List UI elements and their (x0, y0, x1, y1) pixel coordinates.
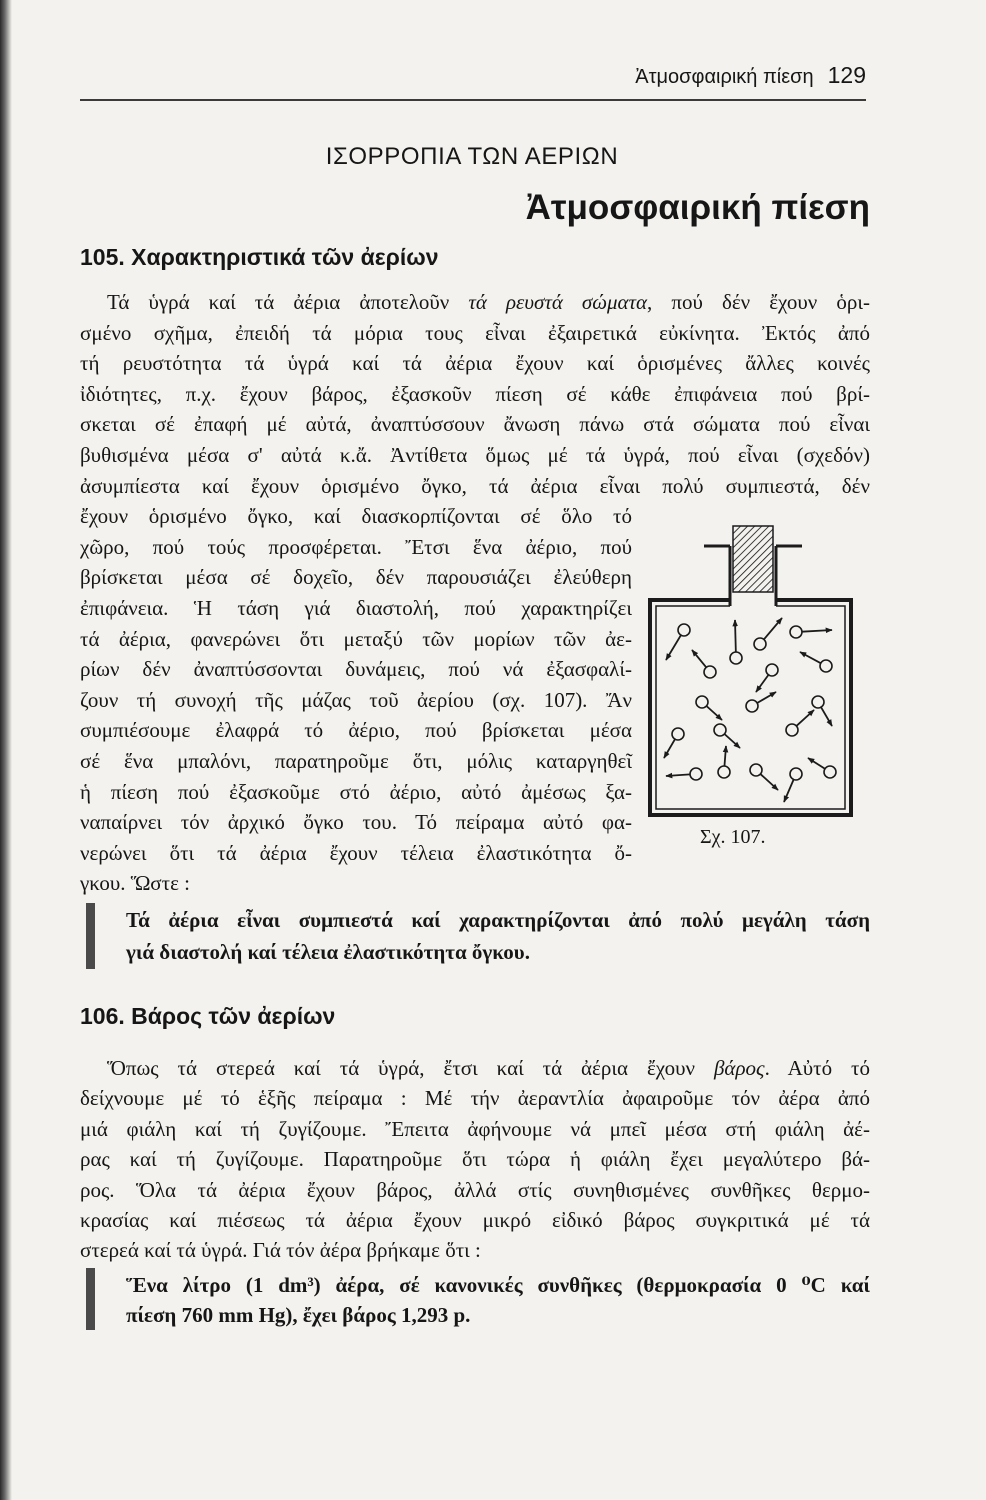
text-line (80, 409, 870, 440)
rule-box-105 (126, 904, 870, 968)
line-text (107, 1056, 870, 1080)
line-text: γιά διαστολή καί τέλεια ἐλαστικότητα ὄγκου. (126, 940, 530, 964)
hatched-stopper (733, 526, 773, 592)
text-line (80, 501, 632, 532)
velocity-arrow (666, 635, 681, 660)
line-text: συμπιέσουμε ἐλαφρά τό ἀέριο, πού βρίσκεται μέσα (80, 718, 632, 743)
gas-molecule (718, 766, 730, 778)
text-line (80, 838, 632, 869)
text-line (80, 777, 632, 808)
text-line (80, 868, 632, 899)
line-text: ἡ πίεση πού ἐξασκοῦμε στό ἀέριο, αὐτό ἀμέσως ξα- (80, 779, 632, 804)
line-text: ἀσυμπίεστα καί ἔχουν ὁρισμένο ὄγκο, τά ἀέρια εἶναι πολύ συμπιεστά, δέν (80, 473, 870, 498)
velocity-arrow (724, 734, 740, 748)
emphasized-term: βάρος (713, 1056, 765, 1080)
line-text: νερώνει ὅτι τά ἀέρια ἔχουν τέλεια ἐλαστικότητα ὄ- (80, 840, 632, 865)
text-segment: Ὅπως τά στερεά καί τά ὑγρά, ἔτσι καί τά ἀέρια ἔχουν (107, 1056, 714, 1080)
gas-molecule (704, 666, 716, 678)
text-line (80, 593, 632, 624)
text-line (80, 715, 632, 746)
velocity-arrow (808, 758, 825, 769)
velocity-arrow (757, 692, 776, 703)
text-line (80, 1235, 870, 1265)
text-line (80, 1053, 870, 1083)
gas-molecule (750, 764, 762, 776)
rule-margin-bar (86, 903, 95, 969)
line-text: σμένο σχῆμα, ἐπειδή τά μόρια τους εἶναι ἐξαιρετικά εὐκίνητα. Ἐκτός ἀπό (80, 320, 870, 345)
line-text: μιά φιάλη καί τή ζυγίζουμε. Ἔπειτα ἀφήνουμε νά μπεῖ μέσα στή φιάλη ἀέ- (80, 1116, 870, 1141)
chapter-title: Ἀτμοσφαιρική πίεση (525, 188, 870, 227)
line-text: γκου. Ὥστε : (80, 871, 190, 896)
rule-margin-bar (86, 1268, 95, 1330)
rule-line (126, 1270, 870, 1300)
line-text: ἔχουν ὁρισμένο ὄγκο, καί διασκορπίζονται σέ ὅλο τό (80, 504, 632, 529)
velocity-arrow (800, 652, 821, 663)
line-text: πίεση 760 mm Hg), ἔχει βάρος 1,293 p. (126, 1303, 471, 1327)
gas-molecules-group (664, 618, 836, 802)
line-text: τή ρευστότητα τά ὑγρά καί τά ἀέρια ἔχουν καί ὁρισμένες ἄλλες κοινές (80, 351, 870, 376)
emphasized-term: τά ρευστά σώματα (468, 290, 648, 314)
running-header (635, 62, 866, 89)
velocity-arrow (821, 707, 832, 726)
line-text: κρασίας καί πιέσεως τά ἀέρια ἔχουν μικρό εἰδικό βάρος συγκριτικά μέ τά (80, 1207, 870, 1232)
line-text: Ἕνα λίτρο (1 dm³) ἀέρα, σέ κανονικές συνθῆκες (θερμοκρασία 0 ⁰C καί (126, 1273, 870, 1297)
velocity-arrow (735, 620, 736, 652)
line-text: στερεά καί τά ὑγρά. Γιά τόν ἀέρα βρήκαμε ὅτι : (80, 1238, 481, 1263)
velocity-arrow (764, 618, 782, 639)
part-title: ΙΣΟΡΡΟΠΙΑ ΤΩΝ ΑΕΡΙΩΝ (325, 143, 619, 170)
velocity-arrow (784, 780, 794, 802)
gas-molecule (820, 660, 832, 672)
rule-line (126, 904, 870, 936)
page-number: 129 (827, 62, 866, 88)
text-line (80, 624, 632, 655)
line-text: βρίσκεται μέσα σέ δοχεῖο, δέν παρουσιάζει ἐλεύθερη (80, 565, 632, 590)
line-text: τά ἀέρια, φανερώνει ὅτι μεταξύ τῶν μορίων τῶν ἀε- (80, 626, 632, 651)
line-text: ρας καί τή ζυγίζουμε. Παρατηροῦμε ὅτι τώρα ἡ φιάλη ἔχει μεγαλύτερο βά- (80, 1147, 870, 1172)
line-text: ναπαίρνει τόν ἀρχικό ὄγκο του. Τό πείραμα αὐτό φα- (80, 810, 632, 835)
line-text: χῶρο, πού τούς προσφέρεται. Ἔτσι ἕνα ἀέριο, πού (80, 534, 632, 559)
gas-molecule (690, 768, 702, 780)
text-line (80, 379, 870, 410)
line-text: βυθισμένα μέσα σ' αὐτά κ.ἄ. Ἀντίθετα ὅμως μέ τά ὑγρά, πού εἶναι (σχεδόν) (80, 442, 870, 467)
text-line (80, 287, 870, 318)
figure-caption: Σχ. 107. (700, 826, 766, 848)
velocity-arrow (664, 739, 675, 758)
gas-molecule (824, 766, 836, 778)
text-line (80, 562, 632, 593)
gas-molecule (812, 696, 824, 708)
text-line (80, 1083, 870, 1113)
text-line (80, 746, 632, 777)
text-line (80, 807, 632, 838)
gas-molecule (678, 624, 690, 636)
text-line (80, 685, 632, 716)
gas-molecule (754, 638, 766, 650)
gas-molecule (714, 724, 726, 736)
gas-molecule (672, 728, 684, 740)
text-segment: , πού δέν ἔχουν ὁρι- (647, 290, 870, 314)
gas-molecule (696, 696, 708, 708)
line-text: ἐπιφάνεια. Ἡ τάση γιά διαστολή, πού χαρακτηρίζει (80, 595, 632, 620)
text-segment: . Αὐτό τό (764, 1056, 870, 1080)
text-line (80, 1205, 870, 1235)
text-line (80, 1144, 870, 1174)
line-text: Τά ἀέρια εἶναι συμπιεστά καί χαρακτηρίζονται ἀπό πολύ μεγάλη τάση (126, 908, 870, 932)
velocity-arrow (760, 774, 778, 790)
gas-molecule (746, 700, 758, 712)
gas-molecule (790, 626, 802, 638)
line-text: σέ ἕνα μπαλόνι, παρατηροῦμε ὅτι, μόλις καταργηθεῖ (80, 748, 632, 773)
line-text: ἰδιότητες, π.χ. ἔχουν βάρος, ἐξασκοῦν πίεση σέ κάθε ἐπιφάνεια πού βρί- (80, 381, 870, 406)
text-line (80, 1175, 870, 1205)
text-line (80, 348, 870, 379)
running-title: Ἀτμοσφαιρική πίεση (635, 66, 814, 88)
text-line (80, 1114, 870, 1144)
velocity-arrow (666, 774, 690, 776)
text-line (80, 440, 870, 471)
velocity-arrow (802, 630, 832, 632)
rule-line (126, 936, 870, 968)
velocity-arrow (796, 710, 814, 726)
line-text: ρος. Ὅλα τά ἀέρια ἔχουν βάρος, ἀλλά στίς συνηθισμένες συνθῆκες θερμο- (80, 1177, 870, 1202)
velocity-arrow (756, 675, 768, 692)
figure-107-gas-container (640, 520, 860, 820)
line-text: ρίων δέν ἀναπτύσσονται δυνάμεις, πού νά ἐξασφαλί- (80, 657, 632, 682)
paragraph-106 (80, 1053, 870, 1266)
scan-edge-shadow (0, 0, 12, 1500)
line-text: ζουν τή συνοχή τῆς μάζας τοῦ ἀερίου (σχ. 107). Ἄν (80, 687, 632, 712)
text-line (80, 471, 870, 502)
text-line (80, 532, 632, 563)
text-line (80, 654, 632, 685)
gas-molecule (730, 652, 742, 664)
text-line (80, 318, 870, 349)
section-heading-105: 105. Χαρακτηριστικά τῶν ἀερίων (80, 244, 439, 270)
velocity-arrow (724, 746, 726, 766)
gas-molecule (766, 664, 778, 676)
rule-line (126, 1300, 870, 1330)
gas-molecule (786, 724, 798, 736)
line-text: δείχνουμε μέ τό ἑξῆς πείραμα : Μέ τήν ἀεραντλία ἀφαιροῦμε τόν ἀέρα ἀπό (80, 1086, 870, 1111)
text-segment: Τά ὑγρά καί τά ἀέρια ἀποτελοῦν (107, 290, 469, 314)
line-text: σκεται σέ ἐπαφή μέ αὐτά, ἀναπτύσσουν ἄνωση πάνω στά σώματα πού εἶναι (80, 412, 870, 437)
rule-box-106 (126, 1270, 870, 1330)
header-rule (80, 99, 866, 101)
section-heading-106: 106. Βάρος τῶν ἀερίων (80, 1003, 336, 1029)
velocity-arrow (692, 650, 706, 667)
line-text (107, 290, 870, 314)
gas-molecule (790, 768, 802, 780)
velocity-arrow (706, 706, 722, 720)
